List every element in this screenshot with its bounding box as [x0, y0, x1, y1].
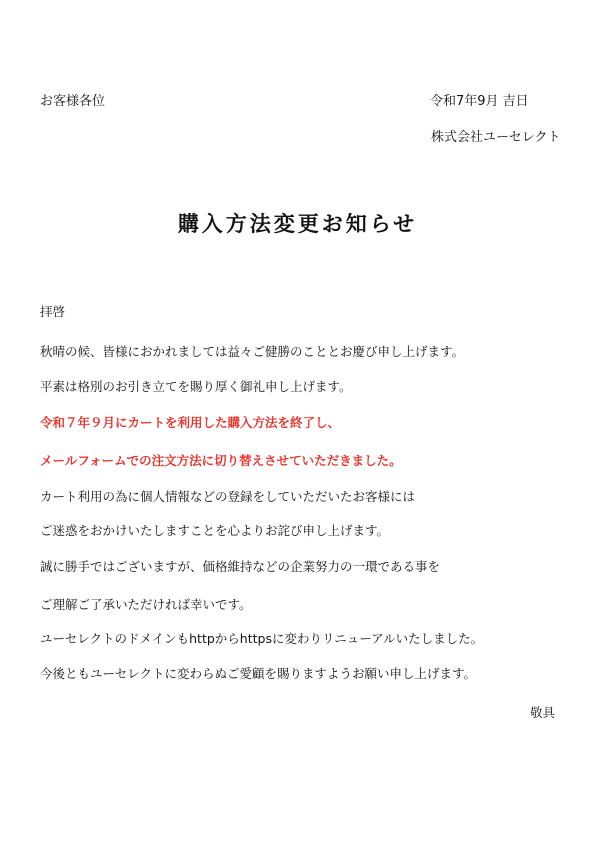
paragraph-line: 誠に勝手ではございますが、価格維持などの企業努力の一環である事を [40, 559, 441, 574]
paragraph-line: 秋晴の候、皆様におかれましては益々ご健勝のこととお慶び申し上げます。 [40, 344, 465, 359]
paragraph-line: ご理解ご了承いただければ幸いです。 [40, 597, 252, 612]
letter-date: 令和7年9月 吉日 [430, 94, 529, 109]
paragraph-line: 平素は格別のお引き立てを賜り厚く御礼申し上げます。 [40, 379, 352, 394]
paragraph-line: ユーセレクトのドメインもhttpからhttpsに変わりリニューアルいたしました。 [40, 631, 484, 646]
notice-line-highlight: メールフォームでの注文方法に切り替えさせていただきました。 [40, 453, 402, 468]
notice-line-highlight: 令和７年９月にカートを利用した購入方法を終了し、 [40, 415, 341, 430]
paragraph-line: ご迷惑をおかけいたしますことを心よりお詫び申し上げます。 [40, 523, 390, 538]
paragraph-line: 今後ともユーセレクトに変わらぬご愛顧を賜りますようお願い申し上げます。 [40, 666, 477, 681]
closing-word: 敬具 [529, 705, 555, 720]
opening-greeting: 拝啓 [40, 304, 66, 319]
addressee: お客様各位 [40, 94, 106, 109]
paragraph-line: カート利用の為に個人情報などの登録をしていただいたお客様には [40, 489, 416, 504]
company-name: 株式会社ユーセレクト [431, 130, 561, 145]
letter-title: 購入方法変更お知らせ [177, 212, 418, 236]
